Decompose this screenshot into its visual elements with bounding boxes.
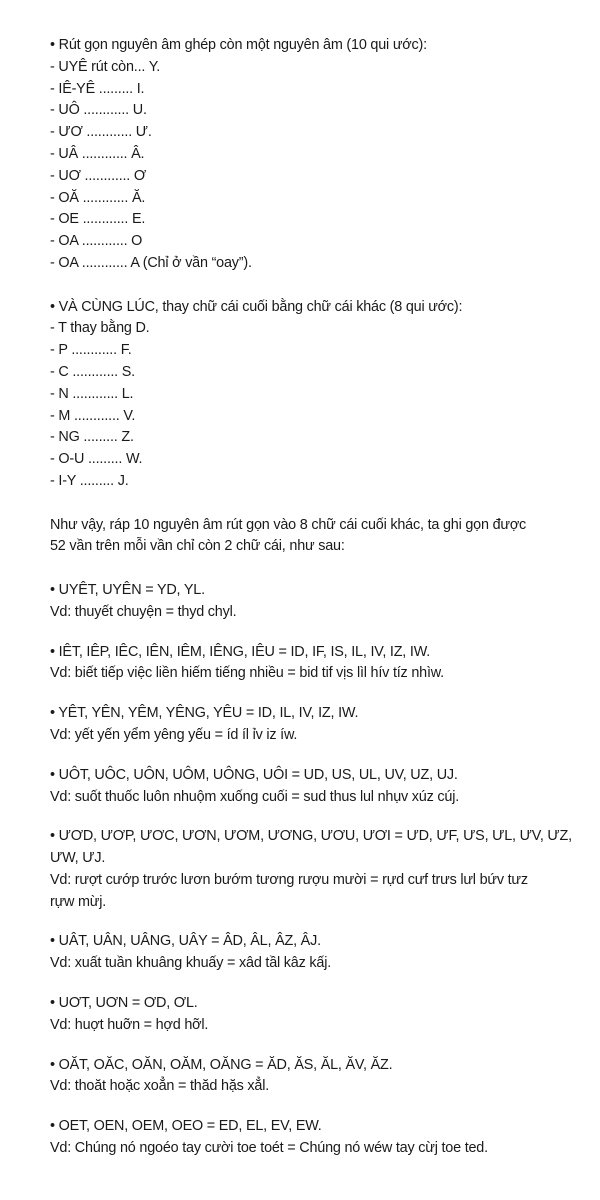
document-body [50,35,590,1160]
rhyme-rule-continued: ƯW, ƯJ. [50,850,106,867]
intro-paragraph [50,515,590,559]
rule-group [50,1055,590,1099]
rule-item: - UYÊ rút còn... Y. [50,58,161,75]
rule-group [50,703,590,747]
rhyme-rule: • UƠT, UƠN = ƠD, ƠL. [50,995,198,1012]
rhyme-rule: • IÊT, IÊP, IÊC, IÊN, IÊM, IÊNG, IÊU = ID, IF, IS, IL, IV, IZ, IW. [50,643,431,660]
rule-item: - UÔ ............ U. [50,102,147,119]
rhyme-example: Vd: rượt cướp trước lươn bướm tương rượu mười = rựd cưf trưs lưl bứv tưz [50,871,528,888]
rule-item: - P ............ F. [50,342,132,359]
rule-group [50,826,590,913]
rule-item: - OA ............ A (Chỉ ở vần “oay”). [50,254,252,271]
rhyme-rule: • ƯƠD, ƯƠP, ƯƠC, ƯƠN, ƯƠM, ƯƠNG, ƯƠU, ƯƠI = ƯD, ƯF, ƯS, ƯL, ƯV, ƯZ, [50,828,572,845]
rhyme-example: Vd: biết tiếp việc liền hiếm tiếng nhiều = bid tif vịs lìl hív tíz nhìw. [50,665,444,682]
rhyme-rule: • UÔT, UÔC, UÔN, UÔM, UÔNG, UÔI = UD, US, UL, UV, UZ, UJ. [50,766,458,783]
spacer [50,747,590,765]
section-final-letter [50,297,590,493]
rule-group [50,580,590,624]
spacer [50,624,590,642]
rule-group [50,642,590,686]
rhyme-example-continued: rựw mừj. [50,893,107,910]
rule-item: - OĂ ............ Ă. [50,189,146,206]
rule-item: - C ............ S. [50,363,135,380]
rhyme-example: Vd: yết yến yểm yêng yếu = íd íl ỉv iz íw. [50,726,298,743]
rhyme-rule: • OĂT, OĂC, OĂN, OĂM, OĂNG = ĂD, ĂS, ĂL, ĂV, ĂZ. [50,1056,393,1073]
rhyme-rule: • OET, OEN, OEM, OEO = ED, EL, EV, EW. [50,1118,322,1135]
spacer [50,275,590,297]
rule-item: - OA ............ O [50,233,143,250]
rule-item: - OE ............ E. [50,211,146,228]
rule-item: - ƯƠ ............ Ư. [50,124,152,141]
rule-group [50,993,590,1037]
spacer [50,913,590,931]
rhyme-example: Vd: Chúng nó ngoéo tay cười toe toét = Chúng nó wéw tay cừj toe ted. [50,1140,488,1157]
rhyme-example: Vd: thuyết chuyện = thyd chyl. [50,603,237,620]
section-heading: • VÀ CÙNG LÚC, thay chữ cái cuối bằng chữ cái khác (8 qui ước): [50,298,463,315]
rule-item: - UƠ ............ Ơ [50,167,147,184]
spacer [50,685,590,703]
rule-group [50,931,590,975]
spacer [50,1098,590,1116]
section-vowel-reduction [50,35,590,275]
rule-item: - M ............ V. [50,407,136,424]
paragraph-line: Như vậy, ráp 10 nguyên âm rút gọn vào 8 chữ cái cuối khác, ta ghi gọn được [50,516,527,533]
rule-item: - O-U ......... W. [50,451,143,468]
rule-item: - UÂ ............ Â. [50,145,145,162]
rhyme-rule: • YÊT, YÊN, YÊM, YÊNG, YÊU = ID, IL, IV, IZ, IW. [50,705,359,722]
rhyme-example: Vd: huợt huỡn = hợd hỡl. [50,1016,209,1033]
section-heading: • Rút gọn nguyên âm ghép còn một nguyên âm (10 qui ước): [50,37,427,53]
rule-group [50,765,590,809]
rule-item: - T thay bằng D. [50,320,150,337]
spacer [50,975,590,993]
paragraph-line: 52 vần trên mỗi vần chỉ còn 2 chữ cái, như sau: [50,538,345,555]
rhyme-example: Vd: suốt thuốc luôn nhuộm xuống cuối = sud thus lul nhụv xúz cúj. [50,788,459,805]
spacer [50,558,590,580]
rhyme-example: Vd: thoăt hoặc xoẳn = thăd hặs xẳl. [50,1078,270,1095]
rule-group [50,1116,590,1160]
rule-item: - I-Y ......... J. [50,472,129,489]
spacer [50,1037,590,1055]
spacer [50,493,590,515]
rule-item: - NG ......... Z. [50,429,134,446]
rhyme-example: Vd: xuất tuần khuâng khuấy = xâd tầl kâz kấj. [50,955,331,972]
rhyme-rule: • UYÊT, UYÊN = YD, YL. [50,581,205,598]
spacer [50,808,590,826]
rule-item: - N ............ L. [50,385,134,402]
rhyme-rule: • UÂT, UÂN, UÂNG, UÂY = ÂD, ÂL, ÂZ, ÂJ. [50,933,321,950]
rule-item: - IÊ-YÊ ......... I. [50,80,145,97]
